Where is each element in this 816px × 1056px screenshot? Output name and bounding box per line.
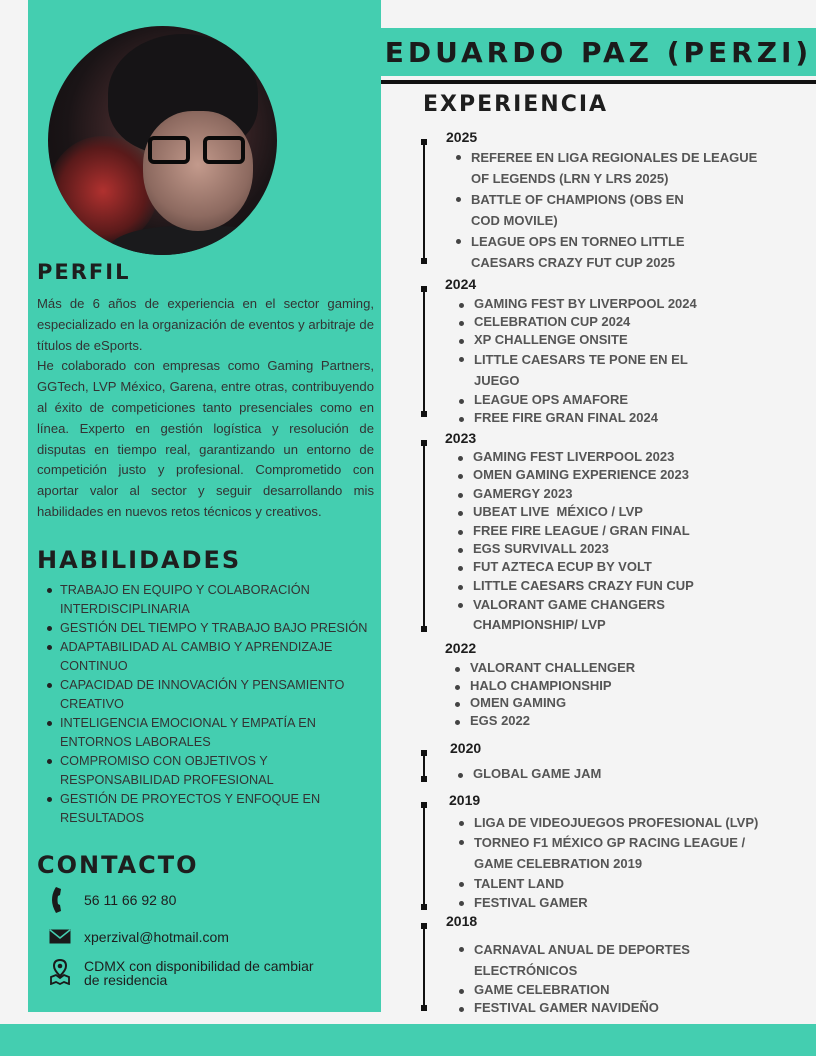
experience-item: VALORANT CHALLENGER — [453, 659, 753, 677]
year-2025: 2025 — [446, 129, 478, 145]
experience-item: REFEREE EN LIGA REGIONALES DE LEAGUE OF LEGENDS (LRN Y LRS 2025) — [454, 147, 764, 189]
experience-item: EGS SURVIVALL 2023 — [456, 540, 756, 558]
experience-item: GAMING FEST BY LIVERPOOL 2024 — [457, 295, 757, 313]
timeline-dot — [421, 626, 427, 632]
experience-item: XP CHALLENGE ONSITE — [457, 331, 757, 349]
full-name: EDUARDO PAZ (PERZI) — [384, 35, 813, 69]
year-2024: 2024 — [445, 276, 477, 292]
location-text — [84, 959, 314, 987]
year-2019-list — [457, 813, 802, 912]
habilidad-item: INTELIGENCIA EMOCIONAL Y EMPATÍA EN ENTORNOS LABORALES — [43, 714, 383, 752]
phone-icon — [48, 886, 72, 914]
year-2018-list — [457, 939, 757, 1017]
experience-item: LEAGUE OPS EN TORNEO LITTLE CAESARS CRAZY FUT CUP 2025 — [454, 231, 724, 273]
timeline-dot — [421, 411, 427, 417]
timeline-dot — [421, 1005, 427, 1011]
experience-item: LIGA DE VIDEOJUEGOS PROFESIONAL (LVP) — [457, 813, 802, 832]
phone-number[interactable]: 56 11 66 92 80 — [84, 892, 177, 908]
habilidad-item: GESTIÓN DE PROYECTOS Y ENFOQUE EN RESULTADOS — [43, 790, 383, 828]
face — [143, 111, 253, 231]
footer-bar — [0, 1024, 816, 1056]
year-2022-list — [453, 659, 753, 729]
experience-item: EGS 2022 — [453, 712, 753, 730]
experience-item: GAMERGY 2023 — [456, 485, 756, 503]
year-2024-list — [457, 295, 757, 427]
contacto-title: CONTACTO — [37, 851, 199, 879]
timeline-line — [423, 926, 425, 1008]
experience-item: OMEN GAMING — [453, 694, 753, 712]
perfil-paragraph-2: He colaborado con empresas como Gaming Partners, GGTech, LVP México, Garena, entre otras, contribuyendo al éxito de competiciones tanto presenciales como en línea. Experto en gestión logística y resolución de disputas en tiempo real, garantizando un entorno de competición justo y profesional. Comprometido con aportar valor al sector y seguir desarrollando mis habilidades en nuevos retos técnicos y creativos. — [37, 358, 374, 519]
habilidad-item: COMPROMISO CON OBJETIVOS Y RESPONSABILIDAD PROFESIONAL — [43, 752, 383, 790]
experiencia-title: EXPERIENCIA — [423, 92, 609, 117]
contact-phone — [48, 886, 176, 914]
habilidades-title: HABILIDADES — [37, 546, 242, 574]
experience-item: UBEAT LIVE MÉXICO / LVP — [456, 503, 756, 521]
perfil-paragraph-1: Más de 6 años de experiencia en el sector gaming, especializado en la organización de eventos y arbitraje de títulos de eSports. — [37, 296, 374, 353]
location-line-1: CDMX con disponibilidad de cambiar — [84, 958, 314, 974]
profile-photo — [48, 26, 277, 255]
experience-item: LITTLE CAESARS CRAZY FUN CUP — [456, 577, 756, 595]
experience-item: OMEN GAMING EXPERIENCE 2023 — [456, 466, 756, 484]
experience-item: TALENT LAND — [457, 874, 802, 893]
year-2019: 2019 — [449, 792, 481, 808]
experience-item: TORNEO F1 MÉXICO GP RACING LEAGUE / GAME CELEBRATION 2019 — [457, 832, 777, 874]
mail-icon — [48, 929, 72, 944]
habilidad-item: CAPACIDAD DE INNOVACIÓN Y PENSAMIENTO CREATIVO — [43, 676, 383, 714]
perfil-text — [37, 294, 374, 523]
year-2018: 2018 — [446, 913, 478, 929]
experience-item: GLOBAL GAME JAM — [456, 765, 756, 783]
experience-item: FUT AZTECA ECUP BY VOLT — [456, 558, 756, 576]
year-2023-list — [456, 448, 756, 635]
perfil-title: PERFIL — [37, 260, 131, 284]
year-2022: 2022 — [445, 640, 477, 656]
name-underline — [381, 80, 816, 84]
experience-item: BATTLE OF CHAMPIONS (OBS EN COD MOVILE) — [454, 189, 714, 231]
timeline-dot — [421, 904, 427, 910]
experience-item: FESTIVAL GAMER — [457, 893, 802, 912]
experience-item: FESTIVAL GAMER NAVIDEÑO — [457, 999, 757, 1017]
timeline-line — [423, 443, 425, 629]
timeline-line — [423, 289, 425, 414]
contact-location — [48, 959, 314, 987]
name-banner — [381, 28, 816, 76]
year-2020-list — [456, 765, 756, 783]
experience-item: CARNAVAL ANUAL DE DEPORTES ELECTRÓNICOS — [457, 939, 737, 981]
year-2023: 2023 — [445, 430, 477, 446]
habilidad-item: TRABAJO EN EQUIPO Y COLABORACIÓN INTERDISCIPLINARIA — [43, 581, 383, 619]
location-line-2: de residencia — [84, 972, 168, 988]
experience-item: LITTLE CAESARS TE PONE EN EL JUEGO — [457, 349, 697, 391]
experience-item: GAMING FEST LIVERPOOL 2023 — [456, 448, 756, 466]
habilidades-list — [43, 581, 383, 828]
habilidad-item: ADAPTABILIDAD AL CAMBIO Y APRENDIZAJE CONTINUO — [43, 638, 383, 676]
experience-item: FREE FIRE GRAN FINAL 2024 — [457, 409, 757, 427]
year-2025-list — [454, 147, 764, 273]
email-address[interactable]: xperzival@hotmail.com — [84, 928, 229, 945]
habilidad-item: GESTIÓN DEL TIEMPO Y TRABAJO BAJO PRESIÓN — [43, 619, 383, 638]
timeline-line — [423, 805, 425, 907]
year-2020: 2020 — [450, 740, 482, 756]
experience-item: GAME CELEBRATION — [457, 981, 757, 999]
contact-email — [48, 929, 229, 944]
map-pin-icon — [48, 959, 72, 985]
experience-item: LEAGUE OPS AMAFORE — [457, 391, 757, 409]
timeline-dot — [421, 258, 427, 264]
experience-item: VALORANT GAME CHANGERS CHAMPIONSHIP/ LVP — [456, 595, 716, 635]
experience-item: HALO CHAMPIONSHIP — [453, 677, 753, 695]
timeline-line — [423, 142, 425, 260]
experience-item: FREE FIRE LEAGUE / GRAN FINAL — [456, 522, 756, 540]
glasses — [148, 136, 248, 166]
experience-item: CELEBRATION CUP 2024 — [457, 313, 757, 331]
timeline-dot — [421, 776, 427, 782]
